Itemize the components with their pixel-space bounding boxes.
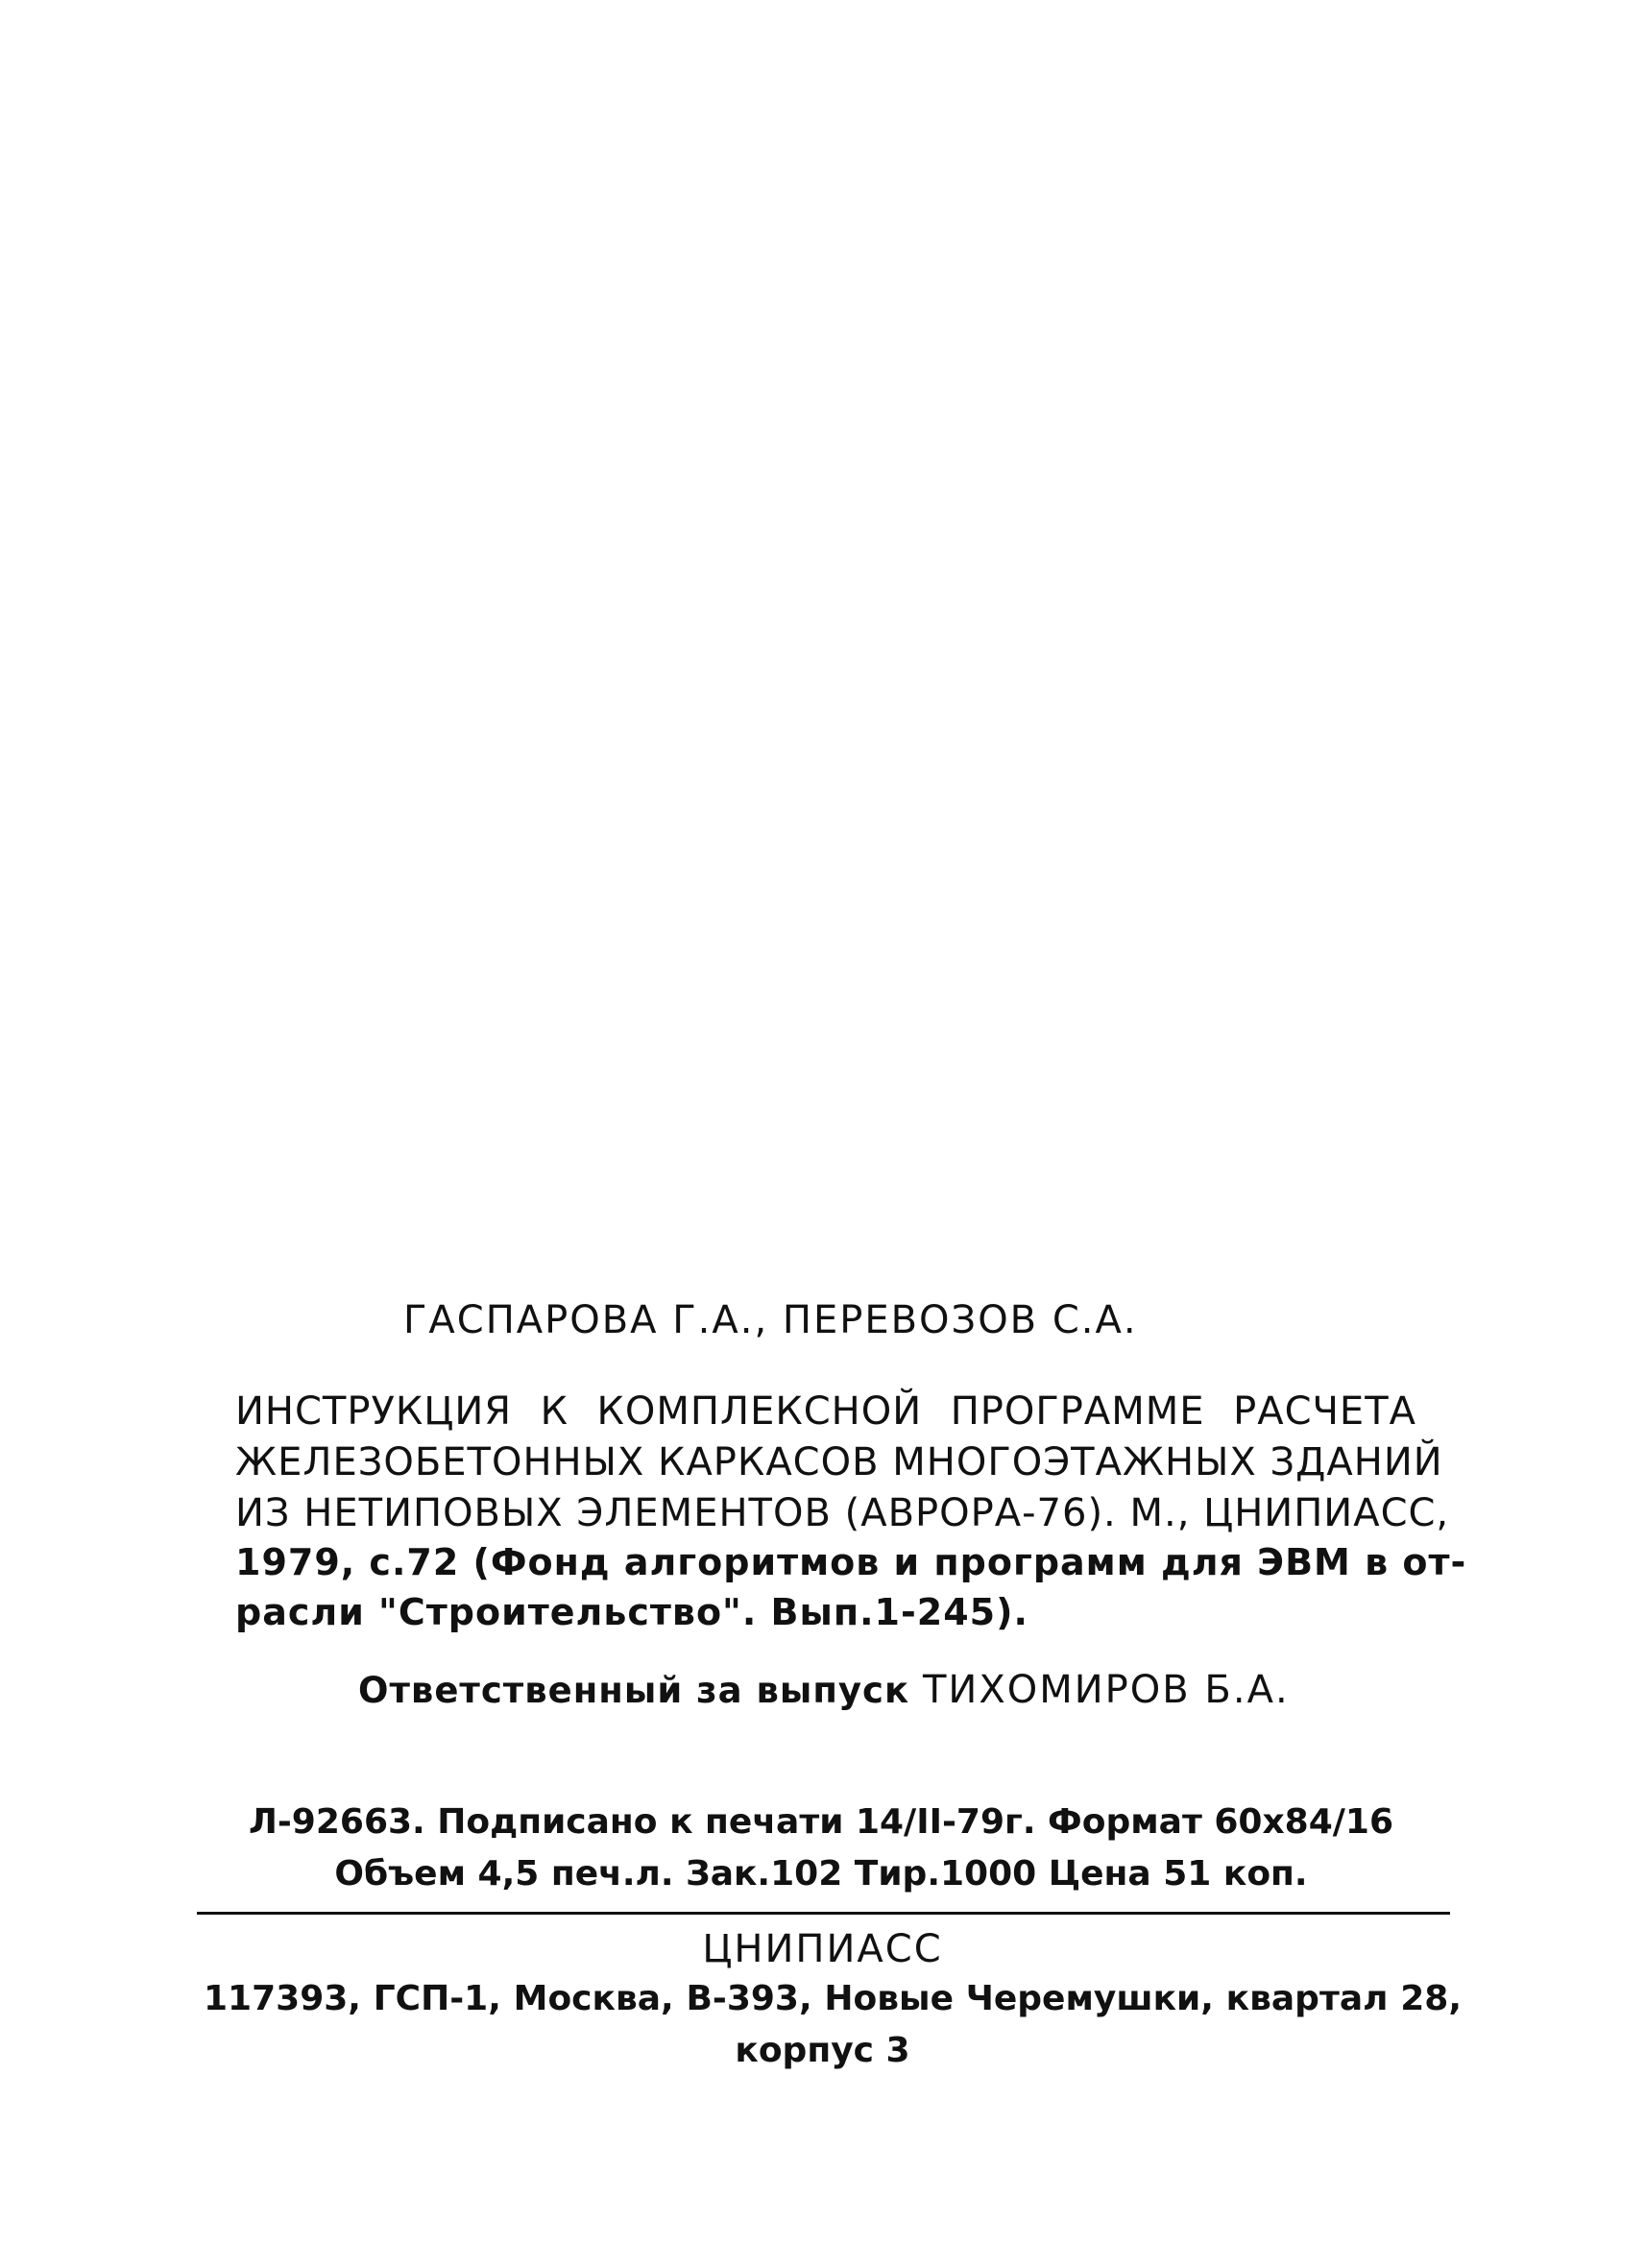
imprint-line: Объем 4,5 печ.л. Зак.102 Тир.1000 Цена 51 коп. (334, 1854, 1308, 1894)
publisher-address: 117393, ГСП-1, Москва, В-393, Новые Черемушки, квартал 28, (204, 1979, 1462, 2018)
divider-rule (197, 1912, 1450, 1915)
responsible-label: Ответственный за выпуск (358, 1670, 910, 1711)
responsible-name: ТИХОМИРОВ Б.А. (922, 1668, 1290, 1712)
title-line: ИЗ НЕТИПОВЫХ ЭЛЕМЕНТОВ (АВРОРА-76). М., ЦНИПИАСС, (235, 1491, 1450, 1535)
title-line: ИНСТРУКЦИЯ К КОМПЛЕКСНОЙ ПРОГРАММЕ РАСЧЕТА (235, 1389, 1416, 1434)
title-line: 1979, с.72 (Фонд алгоритмов и программ для ЭВМ в от- (235, 1541, 1467, 1583)
title-line: расли "Строительство". Вып.1-245). (235, 1591, 1028, 1633)
title-line: ЖЕЛЕЗОБЕТОННЫХ КАРКАСОВ МНОГОЭТАЖНЫХ ЗДАНИЙ (235, 1440, 1443, 1484)
authors: ГАСПАРОВА Г.А., ПЕРЕВОЗОВ С.А. (403, 1298, 1138, 1342)
publisher-address-building: корпус 3 (735, 2031, 910, 2070)
imprint-line: Л-92663. Подписано к печати 14/II-79г. Формат 60х84/16 (248, 1802, 1394, 1842)
responsible-editor (358, 1668, 1290, 1712)
publisher-name: ЦНИПИАСС (702, 1927, 943, 1971)
